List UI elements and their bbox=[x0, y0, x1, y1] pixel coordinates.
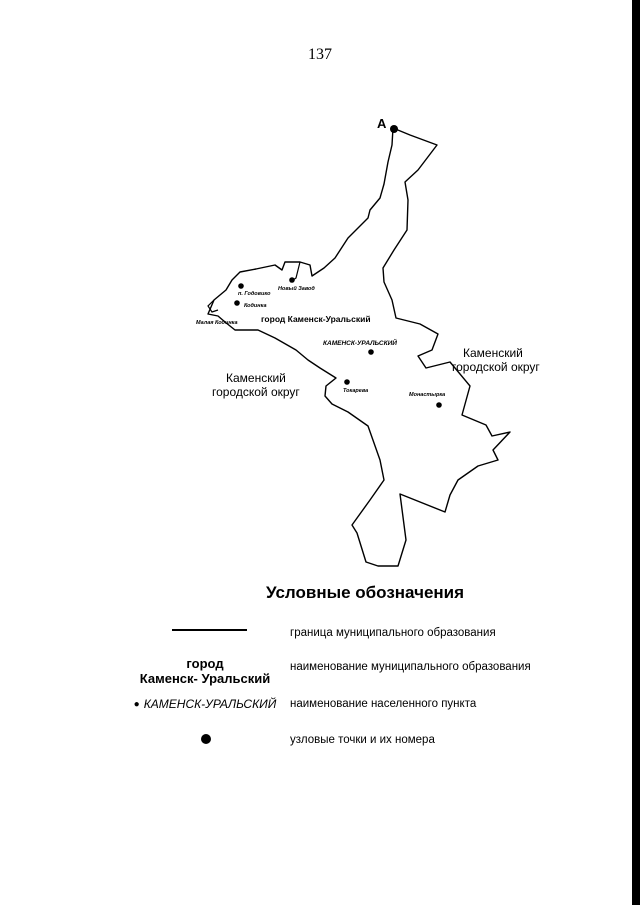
legend-settlement-dot-icon: ● bbox=[133, 699, 140, 710]
node-point-a bbox=[390, 125, 398, 133]
legend-settlement-sample bbox=[120, 697, 290, 711]
settlement-label-tokareva: Токарева bbox=[343, 388, 369, 394]
legend-muni-sample-line1: город bbox=[186, 656, 224, 671]
settlement-dot-godovikovo bbox=[238, 283, 244, 289]
legend-title: Условные обозначения bbox=[265, 583, 465, 602]
settlement-dot-kamensk bbox=[368, 349, 374, 355]
municipality-label: город Каменск-Уральский bbox=[261, 314, 371, 324]
district-label-east-line2: городской округ bbox=[452, 360, 540, 374]
legend-boundary-desc: граница муниципального образования bbox=[290, 627, 496, 639]
settlement-label-monastyrka: Монастырка bbox=[409, 392, 446, 398]
legend-muni-desc: наименование муниципального образования bbox=[290, 661, 531, 673]
settlement-dot-kodinka bbox=[234, 300, 240, 306]
scan-edge bbox=[632, 0, 640, 905]
legend-muni-sample-line2: Каменск- Уральский bbox=[139, 671, 271, 686]
settlement-dot-monastyrka bbox=[436, 402, 442, 408]
settlement-dot-novy-zavod bbox=[289, 277, 295, 283]
settlement-dot-tokareva bbox=[344, 379, 350, 385]
settlement-label-godovikovo: п. Годовико bbox=[238, 291, 271, 297]
legend-node-dot-icon bbox=[201, 734, 211, 744]
legend-settlement-sample-text: КАМЕНСК-УРАЛЬСКИЙ bbox=[143, 697, 277, 711]
legend-muni-sample bbox=[120, 656, 290, 686]
settlement-label-novy-zavod: Новый Завод bbox=[278, 286, 315, 292]
settlement-label-malaya-kodinka: Малая Кодинка bbox=[196, 320, 238, 326]
node-label-a: А bbox=[377, 116, 387, 131]
district-label-west-line1: Каменский bbox=[226, 371, 286, 385]
legend-boundary-line bbox=[172, 629, 247, 631]
legend-node-desc: узловые точки и их номера bbox=[290, 734, 435, 746]
district-label-west-line2: городской округ bbox=[212, 385, 300, 399]
district-label-east-line1: Каменский bbox=[463, 346, 523, 360]
legend-settlement-desc: наименование населенного пункта bbox=[290, 698, 477, 710]
page-number: 137 bbox=[308, 46, 332, 63]
settlement-label-kodinka: Кодинка bbox=[244, 303, 267, 309]
settlement-label-kamensk: КАМЕНСК-УРАЛЬСКИЙ bbox=[323, 340, 397, 347]
